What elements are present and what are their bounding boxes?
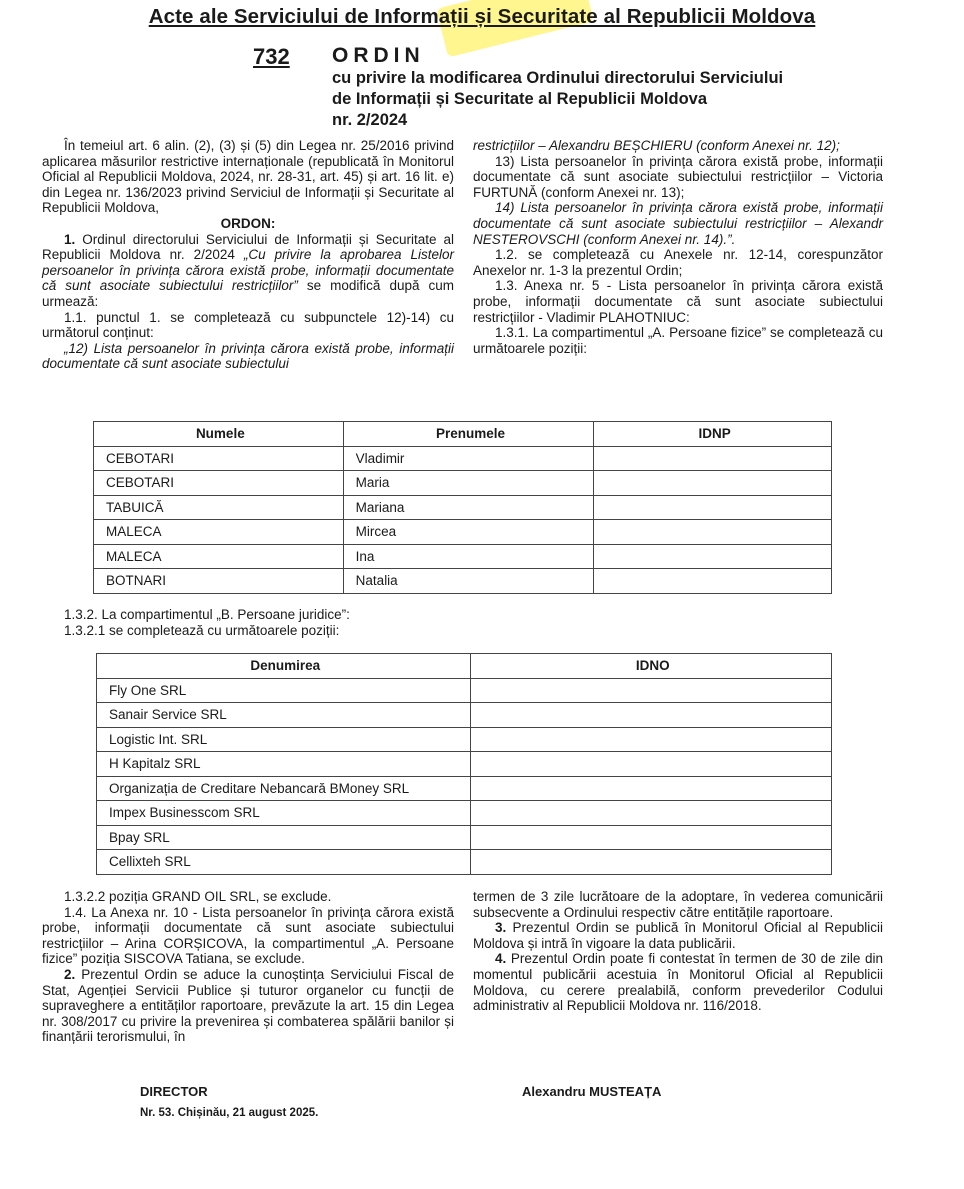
order-number: 732 [253, 44, 290, 69]
persons-table [93, 421, 832, 594]
order-subtitle [332, 68, 892, 131]
table-row [94, 471, 832, 496]
subpoint-12-end: restricțiilor – Alexandru BEȘCHIERU (conform Anexei nr. 12); [473, 138, 840, 153]
cell-idno [470, 776, 831, 801]
order-subtitle-line: de Informații și Securitate al Republicii Moldova [332, 90, 707, 108]
table-row [94, 495, 832, 520]
table-row [97, 703, 832, 728]
signatory-name: Alexandru MUSTEAȚA [522, 1084, 662, 1099]
article-number: 3. [495, 920, 507, 936]
table-row [94, 520, 832, 545]
article-text: Prezentul Ordin poate fi contestat în termen de 30 de zile din momentul publicării acestuia în Monitorul Oficial al Republicii Moldova, cu cerere prealabilă, conform prevederilor Codului administrativ al Republicii Moldova nr. 116/2018. [473, 951, 883, 1014]
column-header-denumirea: Denumirea [97, 654, 471, 679]
cell-numele: CEBOTARI [94, 446, 344, 471]
cell-prenumele: Vladimir [343, 446, 594, 471]
article-number: 4. [495, 951, 507, 967]
cell-denumirea: Bpay SRL [97, 825, 471, 850]
table-header-row [97, 654, 832, 679]
point-1-2-paragraph: 1.2. se completează cu Anexele nr. 12-14, corespunzător Anexelor nr. 1-3 la prezentul Ordin; [473, 247, 883, 278]
page-header: Acte ale Serviciului de Informații și Securitate al Republicii Moldova [148, 5, 816, 28]
left-column-lower [42, 889, 454, 1045]
order-subtitle-line: nr. 2/2024 [332, 111, 408, 129]
table-row [97, 801, 832, 826]
article-4-paragraph [473, 951, 883, 1013]
article-number: 1. [64, 231, 76, 247]
entities-table [96, 653, 832, 875]
table-row [97, 752, 832, 777]
point-1-3-2-1-line: 1.3.2.1 se completează cu următoarele poziții: [64, 622, 340, 638]
cell-idno [470, 703, 831, 728]
signatory-role: DIRECTOR [140, 1084, 208, 1099]
cell-denumirea: Cellixteh SRL [97, 850, 471, 875]
cell-idnp [594, 520, 832, 545]
cell-prenumele: Mircea [343, 520, 594, 545]
preamble-paragraph: În temeiul art. 6 alin. (2), (3) și (5) din Legea nr. 25/2016 privind aplicarea măsurilor restrictive internaționale (republicată în Monitorul Oficial al Republicii Moldova, 2024, nr. 28-31, art. 45) și art. 16 lit. e) din Legea nr. 136/2023 privind Serviciul de Informații și Securitate al Republicii Moldova, [42, 138, 454, 216]
point-1-3-1-paragraph: 1.3.1. La compartimentul „A. Persoane fizice” se completează cu următoarele poziții: [473, 325, 883, 356]
column-header-idno: IDNO [470, 654, 831, 679]
cell-denumirea: Impex Businesscom SRL [97, 801, 471, 826]
cell-denumirea: Logistic Int. SRL [97, 727, 471, 752]
cell-idno [470, 850, 831, 875]
table-row [94, 446, 832, 471]
article-number: 2. [64, 966, 76, 982]
cell-denumirea: H Kapitalz SRL [97, 752, 471, 777]
point-1-3-paragraph: 1.3. Anexa nr. 5 - Lista persoanelor în privința cărora există probe, informații documentate că sunt asociate subiectului restricțiilor - Vladimir PLAHOTNIUC: [473, 278, 883, 325]
cell-idnp [594, 471, 832, 496]
table-row [97, 850, 832, 875]
article-text: Ordinul directorului Serviciului de Informații și Securitate al Republicii Moldova nr. 2/2024 [42, 231, 454, 263]
cell-denumirea: Organizația de Creditare Nebancară BMoney SRL [97, 776, 471, 801]
table-row [97, 776, 832, 801]
cell-numele: TABUICĂ [94, 495, 344, 520]
left-column-upper [42, 138, 454, 372]
table-row [97, 678, 832, 703]
cell-numele: BOTNARI [94, 569, 344, 594]
point-1-3-2-2-paragraph: 1.3.2.2 poziția GRAND OIL SRL, se exclude. [64, 889, 332, 904]
right-column-upper [473, 138, 883, 356]
article-2-paragraph [42, 967, 454, 1045]
point-1-1-paragraph: 1.1. punctul 1. se completează cu subpunctele 12)-14) cu următorul conținut: [42, 309, 454, 341]
cell-idnp [594, 569, 832, 594]
subpoint-13-paragraph: 13) Lista persoanelor în privința cărora există probe, informații documentate că sunt asociate subiectului restricțiilor – Victoria FURTUNĂ (conform Anexei nr. 13); [473, 153, 883, 200]
cell-idnp [594, 544, 832, 569]
column-header-idnp: IDNP [594, 422, 832, 447]
point-1-4-paragraph: 1.4. La Anexa nr. 10 - Lista persoanelor în privința cărora există probe, informații documentate că sunt asociate subiectului restricțiilor – Arina CORȘICOVA, la compartimentul „A. Persoane fizice” poziția SISCOVA Tatiana, se exclude. [42, 904, 454, 967]
point-1-3-2-line: 1.3.2. La compartimentul „B. Persoane juridice”: [64, 607, 350, 622]
cell-prenumele: Mariana [343, 495, 594, 520]
article-quote: „Cu privire la aprobarea Listelor persoanelor în privința cărora există probe, informații documentate că sunt asociate subiectului restricțiilor” [42, 247, 454, 294]
article-2-continuation: termen de 3 zile lucrătoare de la adoptare, în vederea comunicării subsecvente a Ordinului respectiv către entitățile raportoare. [473, 889, 883, 920]
article-1-paragraph [42, 232, 454, 310]
cell-idnp [594, 446, 832, 471]
article-text: Prezentul Ordin se aduce la cunoștința Serviciului Fiscal de Stat, Agenției Servicii Publice și tuturor organelor cu funcții de supraveghere a entităților raportoare, prevăzute la art. 15 din Legea nr. 308/2017 cu privire la prevenirea și combaterea spălării banilor și finanțării terorismului, în [42, 966, 454, 1045]
cell-numele: MALECA [94, 520, 344, 545]
table-header-row [94, 422, 832, 447]
cell-idnp [594, 495, 832, 520]
cell-prenumele: Ina [343, 544, 594, 569]
cell-numele: CEBOTARI [94, 471, 344, 496]
cell-prenumele: Natalia [343, 569, 594, 594]
cell-prenumele: Maria [343, 471, 594, 496]
table-row [94, 544, 832, 569]
subpoint-12-paragraph: „12) Lista persoanelor în privința cărora există probe, informații documentate că sunt asociate subiectului [42, 340, 454, 372]
cell-denumirea: Sanair Service SRL [97, 703, 471, 728]
ordon-heading: ORDON: [220, 215, 276, 231]
article-text: se modifică după cum urmează: [42, 278, 454, 309]
section-b-intro [64, 607, 664, 638]
cell-numele: MALECA [94, 544, 344, 569]
cell-idno [470, 825, 831, 850]
cell-idno [470, 801, 831, 826]
table-row [97, 825, 832, 850]
cell-idno [470, 752, 831, 777]
table-row [94, 569, 832, 594]
table-row [97, 727, 832, 752]
right-column-lower [473, 889, 883, 1014]
cell-idno [470, 678, 831, 703]
cell-denumirea: Fly One SRL [97, 678, 471, 703]
column-header-numele: Numele [94, 422, 344, 447]
column-header-prenumele: Prenumele [343, 422, 594, 447]
order-subtitle-line: cu privire la modificarea Ordinului directorului Serviciului [332, 69, 784, 87]
order-title: ORDIN [332, 44, 425, 67]
cell-idno [470, 727, 831, 752]
subpoint-14-paragraph: 14) Lista persoanelor în privința cărora există probe, informații documentate că sunt asociate subiectului restricțiilor – Alexandr NESTEROVSCHI (conform Anexei nr. 14).”. [473, 200, 883, 247]
article-text: Prezentul Ordin se publică în Monitorul Oficial al Republicii Moldova și intră în vigoare la data publicării. [473, 920, 883, 951]
issue-line: Nr. 53. Chișinău, 21 august 2025. [140, 1107, 319, 1119]
article-3-paragraph [473, 920, 883, 951]
